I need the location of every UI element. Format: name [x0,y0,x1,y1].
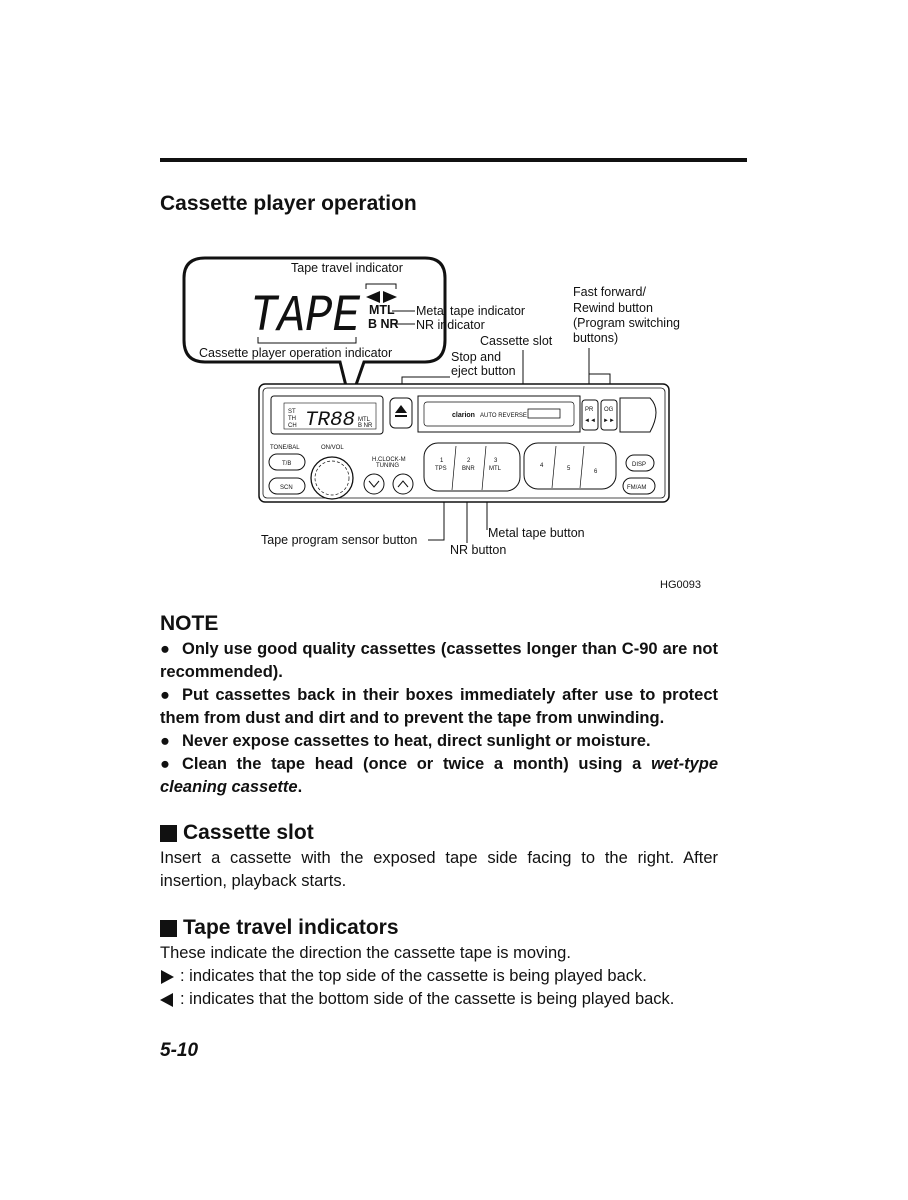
callout-ff-4: buttons) [573,331,619,345]
svg-text:T/B: T/B [282,461,292,467]
section-title: Cassette player operation [160,192,417,215]
svg-text:OG: OG [604,407,614,413]
note-list [160,638,718,799]
callout-ff-1: Fast forward/ [573,285,646,299]
preset-3-label[interactable]: MTL [489,466,501,472]
preset-1-number[interactable]: 1 [440,458,444,464]
preset-1-label[interactable]: TPS [435,466,447,472]
fast-forward-button[interactable] [601,400,617,430]
svg-text:CH: CH [288,423,297,429]
preset-3-number[interactable]: 3 [494,458,498,464]
svg-text:SCN: SCN [280,485,293,491]
callout-nr: NR indicator [416,318,485,332]
callout-stop-eject-1: Stop and [451,350,502,364]
svg-text:TR88: TR88 [305,409,355,432]
svg-text:B NR: B NR [358,423,373,429]
callout-stop-eject-2: eject button [451,364,516,378]
svg-text:ON/VOL: ON/VOL [321,445,344,451]
callout-cassette-slot: Cassette slot [480,334,553,348]
svg-text:TH: TH [288,416,296,422]
display-mtl: MTL [369,303,395,317]
rewind-icon: ◄◄ [584,418,596,424]
brand-sub: AUTO REVERSE [480,413,527,419]
square-bullet-icon [160,920,177,937]
callout-metal-tape-button: Metal tape button [488,526,585,540]
brand-logo: clarion [452,412,475,419]
note-item: ● Only use good quality cassettes (cassettes longer than C-90 are not recommended). [160,640,718,681]
svg-text:MTL: MTL [358,417,370,423]
tune-down-button[interactable] [364,474,384,494]
callout-ff-2: Rewind button [573,301,653,315]
callout-nr-button: NR button [450,543,507,557]
note-title: NOTE [160,612,219,635]
square-bullet-icon [160,825,177,842]
cassette-slot [528,409,560,418]
svg-text:TUNING: TUNING [376,463,399,469]
cassette-slot-heading: Cassette slot [160,821,314,845]
preset-2-label[interactable]: BNR [462,466,475,472]
svg-text:FM/AM: FM/AM [627,485,647,491]
forward-icon: ►► [603,418,615,424]
svg-text:ST: ST [288,409,296,415]
preset-6-number[interactable]: 6 [594,469,598,475]
radio-unit [259,384,669,502]
play-left-icon [160,993,174,1007]
callout-ff-3: (Program switching [573,316,680,330]
display-callout [184,258,445,402]
callout-operation-indicator: Cassette player operation indicator [199,346,393,360]
page-number: 5-10 [160,1040,199,1061]
svg-text:PR: PR [585,407,594,413]
volume-knob[interactable] [311,457,353,499]
callout-tps-button: Tape program sensor button [261,533,418,547]
tune-up-button[interactable] [393,474,413,494]
note-item: ● Put cassettes back in their boxes immediately after use to protect them from dust and dirt and to prevent the tape from unwinding. [160,686,718,727]
forward-indicator-line: : indicates that the top side of the cassette is being played back. [160,965,647,988]
cassette-slot-text: Insert a cassette with the exposed tape side facing to the right. After insertion, playback starts. [160,849,718,890]
svg-text:TONE/BAL: TONE/BAL [270,445,300,451]
preset-2-number[interactable]: 2 [467,458,471,464]
figure-id: HG0093 [660,579,701,591]
play-right-icon [160,970,174,984]
reverse-indicator-line: : indicates that the bottom side of the cassette is being played back. [160,988,674,1011]
display-tape-text: TAPE [250,287,361,346]
note-item: ● Clean the tape head (once or twice a month) using a wet-type cleaning cassette. [160,755,718,796]
svg-text:H.CLOCK-M: H.CLOCK-M [372,457,406,463]
rewind-button[interactable] [582,400,598,430]
callout-tape-travel: Tape travel indicator [291,261,403,275]
callout-metal-tape: Metal tape indicator [416,304,526,318]
svg-text:DISP: DISP [632,462,647,468]
tape-travel-heading: Tape travel indicators [160,916,399,940]
tape-travel-intro: These indicate the direction the cassette tape is moving. [160,944,571,962]
display-bnr: B NR [368,317,399,331]
note-item: ● Never expose cassettes to heat, direct sunlight or moisture. [160,732,651,750]
preset-5-number[interactable]: 5 [567,466,571,472]
preset-4-number[interactable]: 4 [540,463,544,469]
